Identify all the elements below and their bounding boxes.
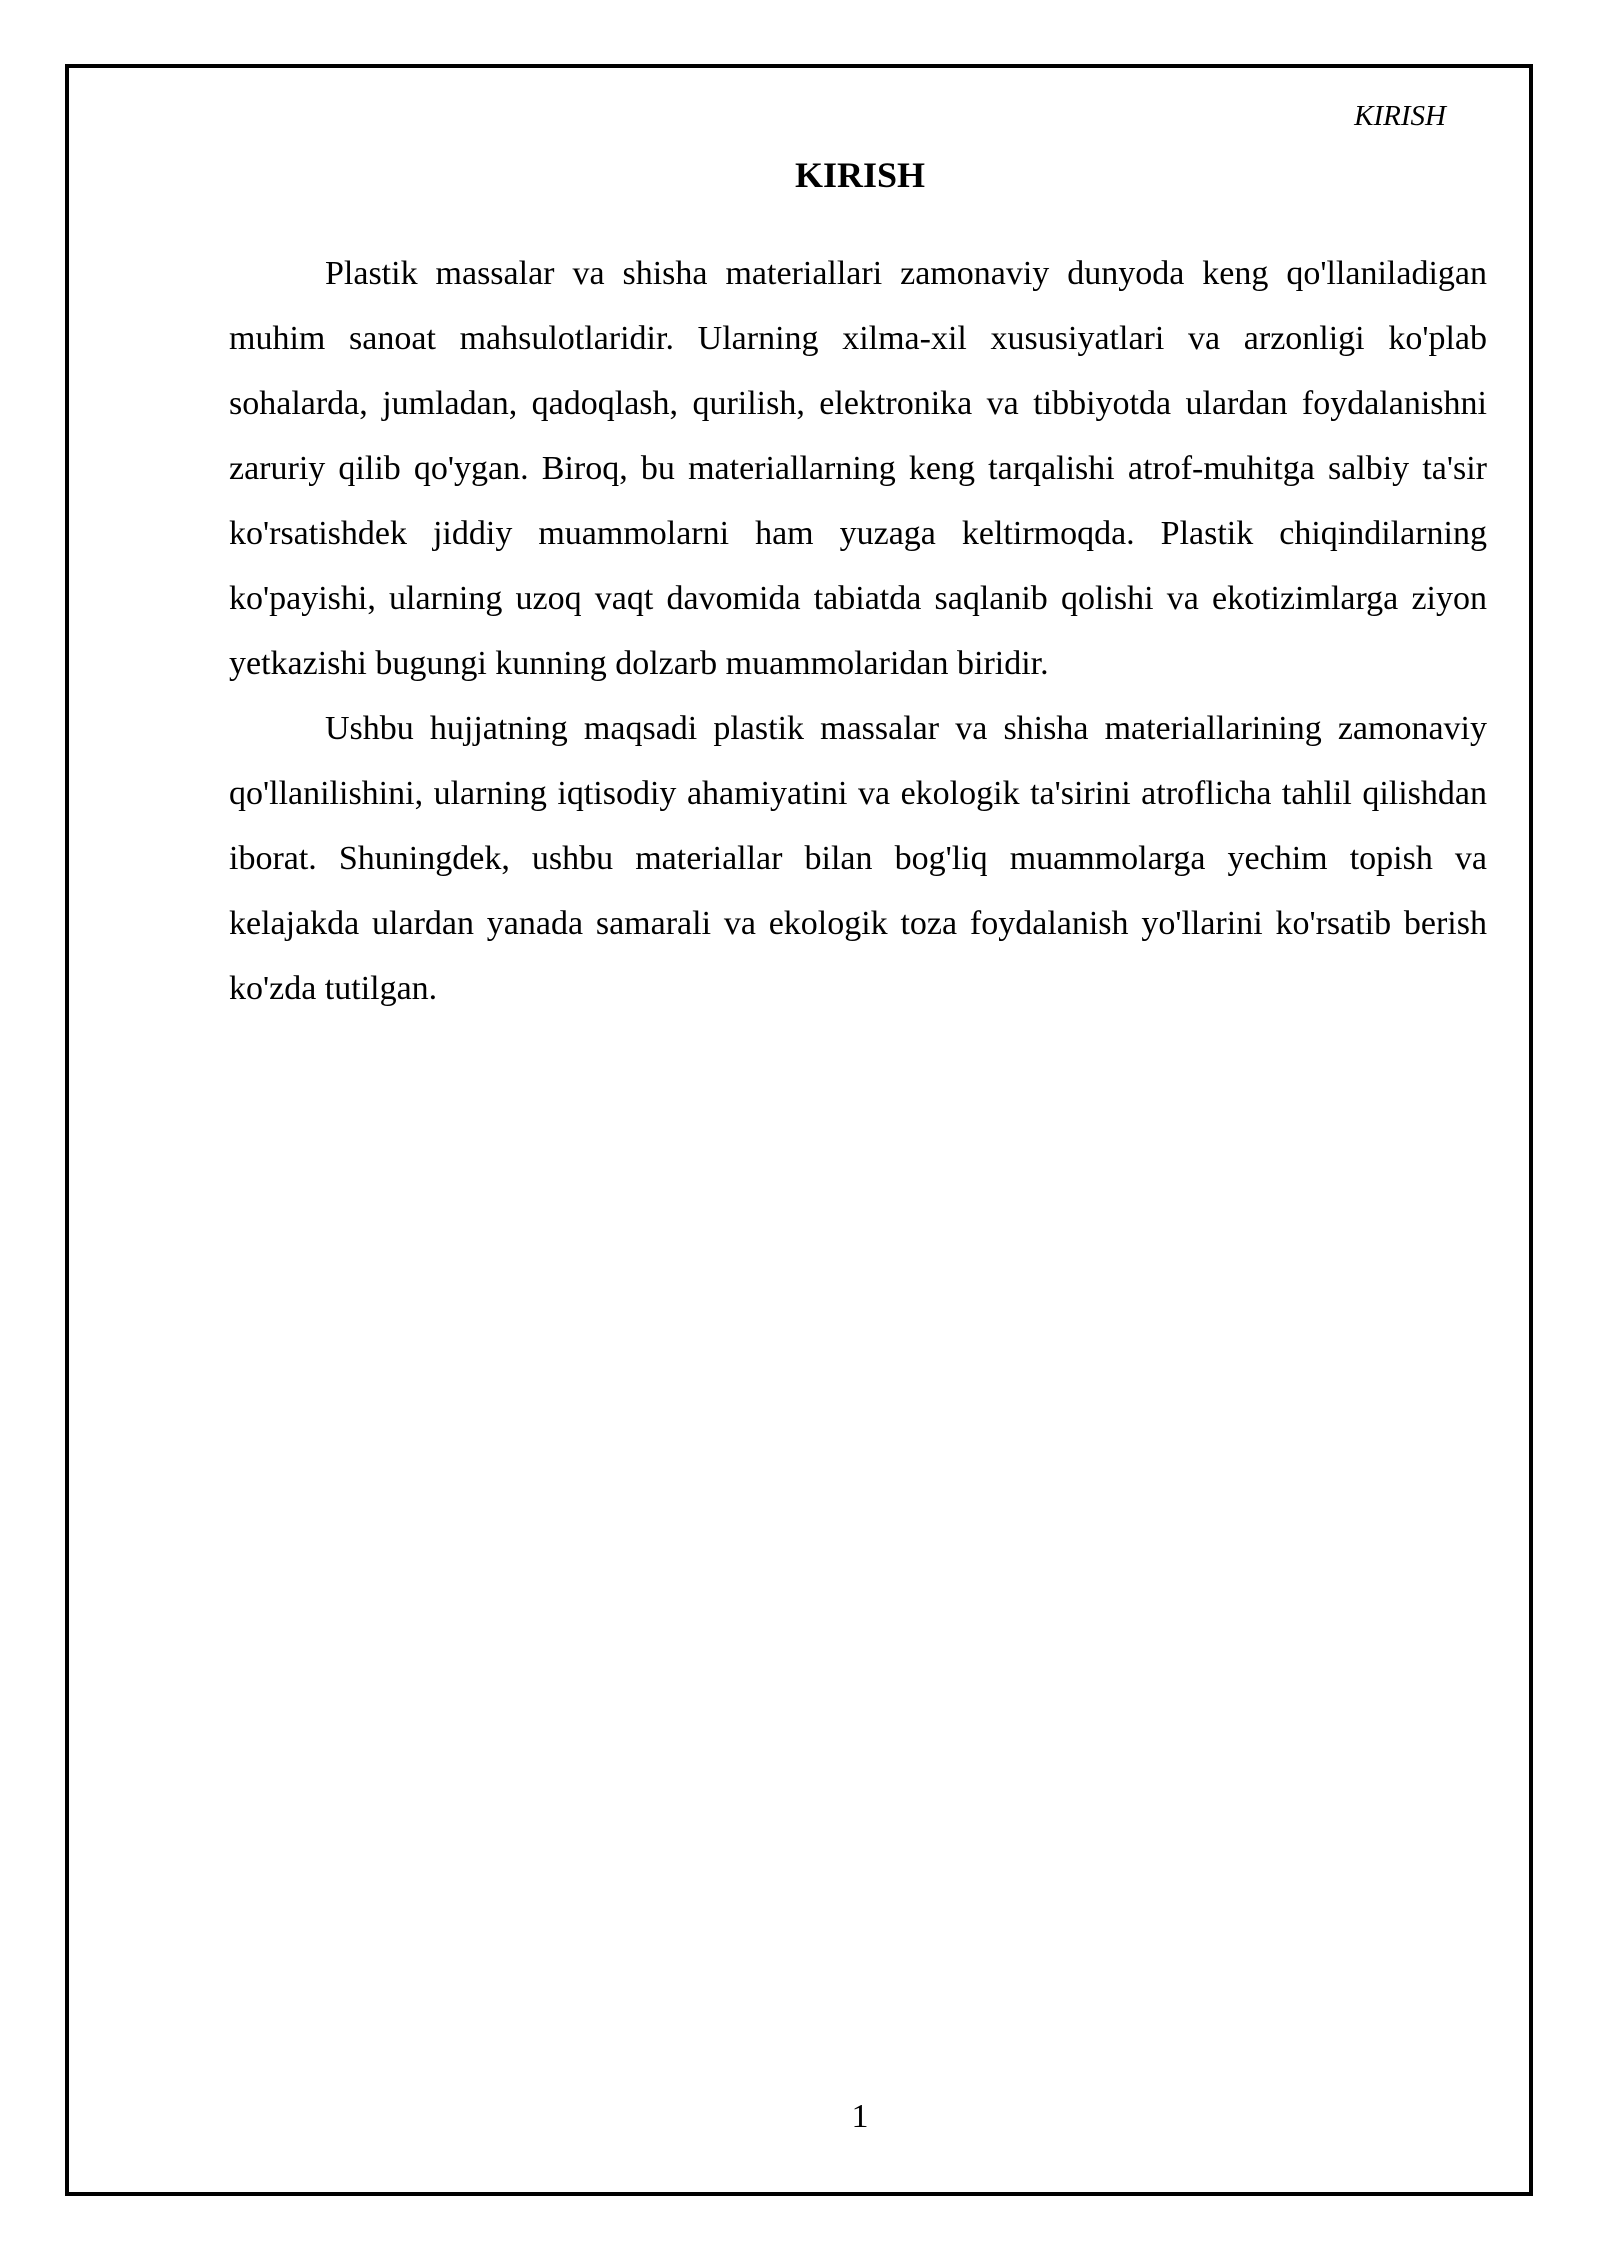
paragraph-2: Ushbu hujjatning maqsadi plastik massalar va shisha materiallarining zamonaviy qo'llanilishini, ularning iqtisodiy ahamiyatini va ekologik ta'sirini atroflicha tahlil qilishdan iborat. Shuningdek, ushbu materiallar bilan bog'liq muammolarga yechim topish va kelajakda ulardan yanada samarali va ekologik toza foydalanish yo'llarini ko'rsatib berish ko'zda tutilgan.: [229, 710, 1487, 1007]
page-number: 1: [851, 2098, 869, 2135]
page-title: KIRISH: [794, 155, 926, 195]
document-body: [229, 241, 1487, 1021]
running-header: KIRISH: [1354, 100, 1446, 132]
paragraph-1: Plastik massalar va shisha materiallari zamonaviy dunyoda keng qo'llaniladigan muhim sanoat mahsulotlaridir. Ularning xilma-xil xususiyatlari va arzonligi ko'plab sohalarda, jumladan, qadoqlash, qurilish, elektronika va tibbiyotda ulardan foydalanishni zaruriy qilib qo'ygan. Biroq, bu materiallarning keng tarqalishi atrof-muhitga salbiy ta'sir ko'rsatishdek jiddiy muammolarni ham yuzaga keltirmoqda. Plastik chiqindilarning ko'payishi, ularning uzoq vaqt davomida tabiatda saqlanib qolishi va ekotizimlarga ziyon yetkazishi bugungi kunning dolzarb muammolaridan biridir.: [229, 255, 1487, 682]
